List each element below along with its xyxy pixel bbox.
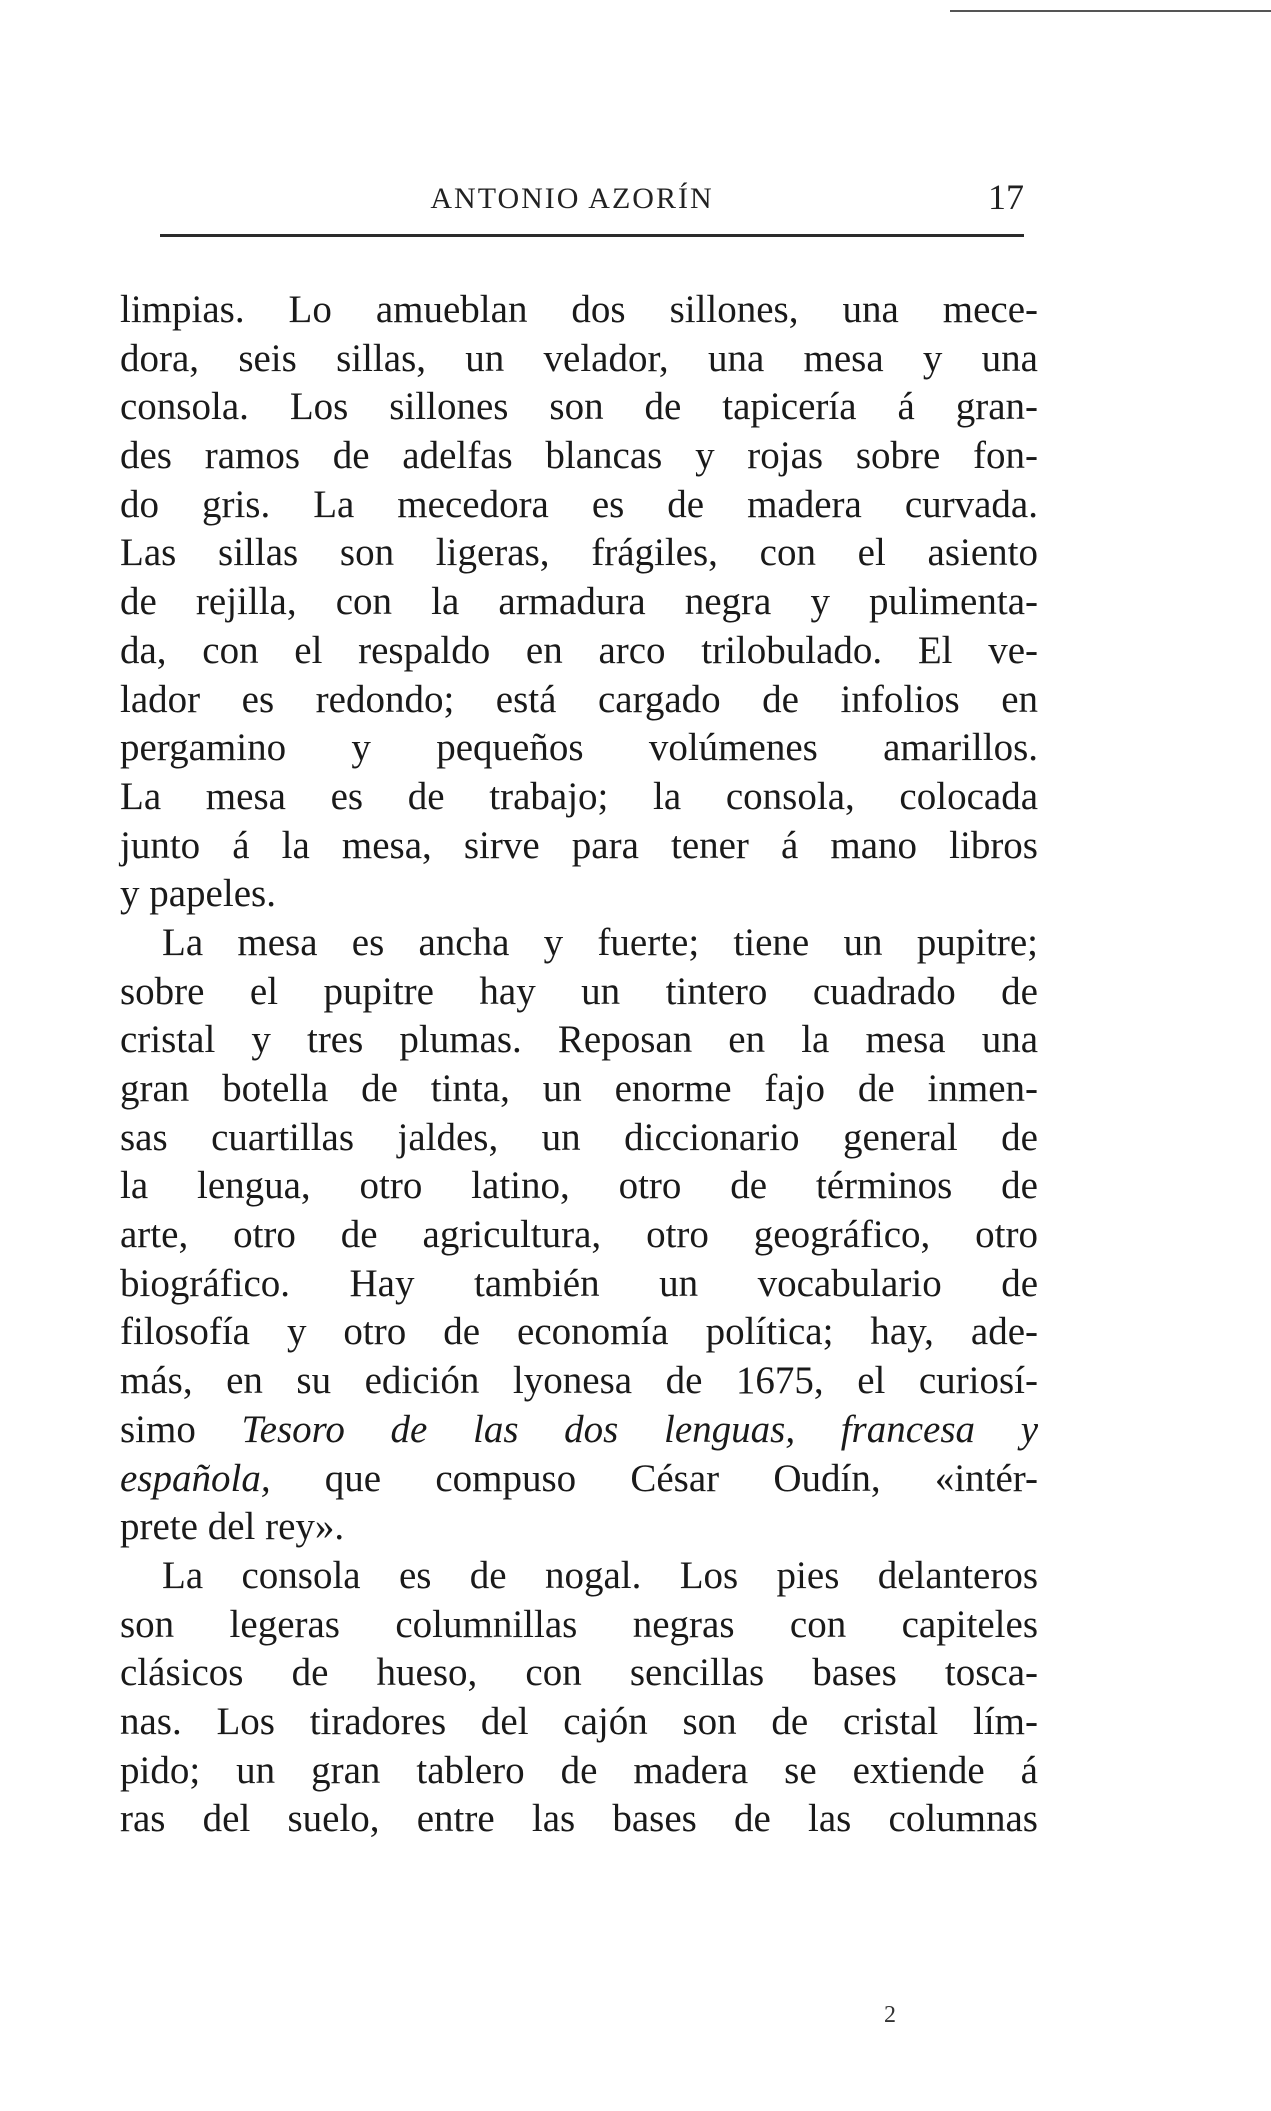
text-line: arte, otro de agricultura, otro geográfico, otro [120,1213,1038,1257]
text-line: gran botella de tinta, un enorme fajo de inmen- [120,1067,1038,1110]
page-header [120,176,1024,222]
body-text [120,286,1038,1844]
text-line: des ramos de adelfas blancas y rojas sobre fon- [120,434,1038,478]
text-line: la lengua, otro latino, otro de términos de [120,1164,1038,1208]
top-edge-rule [950,10,1271,12]
text-line: biográfico. Hay también un vocabulario de [120,1261,1038,1305]
book-title-italic: Tesoro de las dos lenguas, francesa y [241,1407,1039,1451]
text-line: más, en su edición lyonesa de 1675, el curiosí- [120,1359,1038,1403]
text-fragment: que compuso César Oudín, «intér- [324,1456,1039,1500]
text-line: consola. Los sillones son de tapicería á gran- [120,385,1038,429]
text-line: y papeles. [120,872,276,916]
text-line: pergamino y pequeños volúmenes amarillos. [120,726,1038,770]
text-line: clásicos de hueso, con sencillas bases tosca- [120,1651,1038,1695]
paragraph-start-line: La consola es de nogal. Los pies delanteros [162,1553,1038,1597]
text-line: junto á la mesa, sirve para tener á mano libros [120,823,1038,867]
text-line-with-title [120,1455,1038,1504]
header-rule [160,234,1024,237]
book-title-italic: española, [120,1456,271,1500]
text-line: lador es redondo; está cargado de infolios en [120,677,1038,721]
text-line: prete del rey». [120,1505,345,1549]
text-line: filosofía y otro de economía política; hay, ade- [120,1310,1038,1354]
text-line: de rejilla, con la armadura negra y pulimenta- [120,580,1038,624]
text-line: nas. Los tiradores del cajón son de cristal lím- [120,1699,1038,1743]
text-line: dora, seis sillas, un velador, una mesa y una [120,336,1038,380]
running-title: ANTONIO AZORÍN [430,182,714,215]
text-line: cristal y tres plumas. Reposan en la mesa una [120,1018,1038,1062]
paragraph-start-line: La mesa es ancha y fuerte; tiene un pupitre; [162,920,1038,964]
text-line: ras del suelo, entre las bases de las columnas [120,1797,1038,1841]
text-line: sas cuartillas jaldes, un diccionario general de [120,1115,1038,1159]
text-line: pido; un gran tablero de madera se extiende á [120,1748,1038,1792]
text-line-with-title [120,1406,1038,1455]
text-line: La mesa es de trabajo; la consola, colocada [120,774,1038,818]
text-line: son legeras columnillas negras con capiteles [120,1602,1038,1646]
text-line: limpias. Lo amueblan dos sillones, una mece- [120,288,1038,331]
text-line: da, con el respaldo en arco trilobulado. El ve- [120,628,1038,672]
text-line: sobre el pupitre hay un tintero cuadrado de [120,969,1038,1013]
text-line: Las sillas son ligeras, frágiles, con el asiento [120,531,1038,575]
page-number: 17 [988,177,1024,217]
text-fragment: simo [120,1407,196,1451]
signature-mark: 2 [884,2002,896,2028]
text-line: do gris. La mecedora es de madera curvada. [120,482,1038,526]
